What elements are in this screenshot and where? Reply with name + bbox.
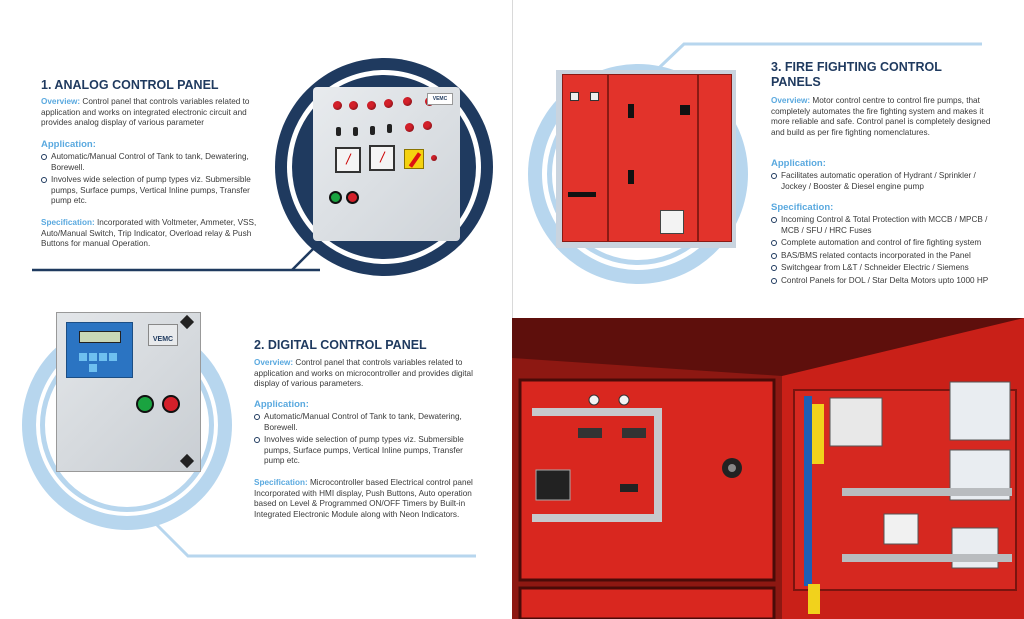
section1-spec-label: Specification: [41, 218, 95, 227]
section3-title [771, 60, 1011, 90]
fire-cabinet-section [698, 74, 732, 242]
bullet-icon [254, 414, 260, 420]
section2-application-label: Application: [254, 399, 309, 410]
bullet-icon [771, 240, 777, 246]
section2-spec-label: Specification: [254, 478, 308, 487]
fire-panel-interior-illustration [512, 318, 1024, 619]
list-item: Facilitates automatic operation of Hydrant / Sprinkler / Jockey / Booster & Diesel engine pump [771, 171, 993, 192]
hmi-key-icon [89, 364, 97, 372]
bullet-icon [41, 154, 47, 160]
section1-accent-line [30, 240, 320, 274]
analog-panel-photo [313, 87, 460, 241]
section2-accent-line [150, 518, 480, 560]
handle-icon [628, 104, 634, 118]
section3-overview [771, 96, 991, 138]
section1-overview-text: Control panel that controls variables related to application and works on integrated electronic circuit and provides analog display of various parameter [41, 97, 250, 128]
label-plate: VEMC [427, 93, 453, 105]
fire-cabinet-section [608, 74, 698, 242]
bullet-icon [771, 265, 777, 271]
bullet-icon [254, 437, 260, 443]
list-item: Control Panels for DOL / Star Delta Motors upto 1000 HP [771, 276, 993, 287]
hmi-key-icon [89, 353, 97, 361]
indicator-light-icon [431, 155, 437, 161]
section3-spec-label: Specification: [771, 202, 834, 213]
list-item: Switchgear from L&T / Schneider Electric / Siemens [771, 263, 993, 274]
list-item: Involves wide selection of pump types viz. Submersible pumps, Surface pumps, Vertical Inline pumps, Transfer pump etc. [254, 435, 476, 467]
section1-spec-text: Incorporated with Voltmeter, Ammeter, VSS, Auto/Manual Switch, Trip Indicator, Overload relay & Push Buttons for manual Operation. [41, 218, 257, 249]
list-item: BAS/BMS related contacts incorporated in the Panel [771, 251, 993, 262]
section2-overview-label: Overview: [254, 358, 294, 367]
selector-switch-icon [387, 124, 392, 133]
display-icon [680, 105, 690, 115]
list-item: Involves wide selection of pump types viz. Submersible pumps, Surface pumps, Vertical Inline pumps, Transfer pump etc. [41, 175, 269, 207]
section2-application-list [254, 412, 476, 469]
handle-icon [628, 170, 634, 184]
voltmeter-icon [335, 147, 361, 173]
section1-application-list [41, 152, 269, 209]
start-button-icon [136, 395, 154, 413]
fire-cabinet-section [562, 74, 608, 242]
digital-panel-photo [56, 312, 201, 472]
indicator-panel [660, 210, 684, 234]
meter-icon [570, 92, 579, 101]
indicator-light-icon [349, 101, 358, 110]
section3-application-label: Application: [771, 158, 826, 169]
section1-title: 1. ANALOG CONTROL PANEL [41, 78, 219, 92]
selector-switch-icon [370, 126, 375, 135]
isolator-switch-icon [404, 149, 424, 169]
section3-title-line1: 3. FIRE FIGHTING CONTROL [771, 60, 942, 74]
section3-spec-list [771, 215, 993, 289]
hmi-key-icon [79, 353, 87, 361]
stop-button-icon [162, 395, 180, 413]
bullet-icon [771, 217, 777, 223]
fire-panel-photo [556, 70, 736, 248]
section1-overview-label: Overview: [41, 97, 81, 106]
section3-overview-text: Motor control centre to control fire pumps, that completely automates the fire fighting system and makes it more reliable and safe. Control panel is completely designed and build as per fire fighting nomenclatures. [771, 96, 991, 137]
handle-icon [568, 192, 596, 197]
stop-button-icon [346, 191, 359, 204]
section2-title: 2. DIGITAL CONTROL PANEL [254, 338, 427, 352]
section2-overview-text: Control panel that controls variables related to application and works on microcontroller and provides digital display of various parameters. [254, 358, 473, 389]
section2-spec-text: Microcontroller based Electrical control panel Incorporated with HMI display, Push Buttons, Auto operation based on Level & Programmed ON/OFF Timers by Built-in Integrated Electronic Module along with Neon Indicators. [254, 478, 473, 519]
indicator-light-icon [333, 101, 342, 110]
list-item: Complete automation and control of fire fighting system [771, 238, 993, 249]
bullet-icon [41, 177, 47, 183]
indicator-light-icon [423, 121, 432, 130]
hmi-key-icon [109, 353, 117, 361]
list-item: Incoming Control & Total Protection with MCCB / MPCB / MCB / SFU / HRC Fuses [771, 215, 993, 236]
list-item: Automatic/Manual Control of Tank to tank, Dewatering, Borewell. [41, 152, 269, 173]
indicator-light-icon [403, 97, 412, 106]
section1-overview [41, 97, 269, 129]
hmi-display [79, 331, 121, 343]
start-button-icon [329, 191, 342, 204]
indicator-light-icon [405, 123, 414, 132]
section3-application-list [771, 171, 993, 194]
selector-switch-icon [336, 127, 341, 136]
indicator-light-icon [384, 99, 393, 108]
panel-logo: VEMC [148, 324, 178, 346]
bullet-icon [771, 173, 777, 179]
indicator-light-icon [367, 101, 376, 110]
section3-title-line2: PANELS [771, 75, 821, 89]
selector-switch-icon [353, 127, 358, 136]
bullet-icon [771, 253, 777, 259]
section2-specification [254, 478, 478, 520]
section3-overview-label: Overview: [771, 96, 811, 105]
hmi-key-icon [99, 353, 107, 361]
bullet-icon [771, 278, 777, 284]
fire-panel-interior-photo [512, 318, 1024, 619]
meter-icon [590, 92, 599, 101]
list-item: Automatic/Manual Control of Tank to tank, Dewatering, Borewell. [254, 412, 476, 433]
section1-application-label: Application: [41, 139, 96, 150]
section2-overview [254, 358, 476, 390]
ammeter-icon [369, 145, 395, 171]
hmi-module [66, 322, 133, 378]
